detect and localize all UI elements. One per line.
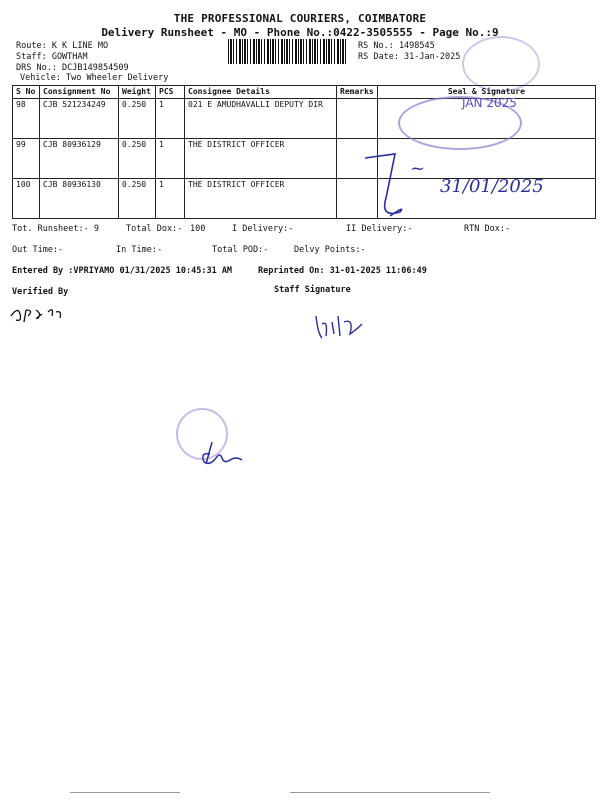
drs-number: DRS No.: DCJB149854509 [16,63,129,73]
cell-pcs: 1 [156,99,185,139]
cell-pcs: 1 [156,179,185,219]
footer-line [70,792,180,793]
cell-consignment: CJB 521234249 [40,99,119,139]
col-weight: Weight [119,86,156,99]
tot-runsheet: Tot. Runsheet:- 9 [12,224,99,234]
col-seal: Seal & Signature [377,86,595,99]
total-dox-label: Total Dox:- [126,224,183,234]
footer-line [290,792,490,793]
col-consignee: Consignee Details [185,86,337,99]
ii-delivery: II Delivery:- [346,224,413,234]
stamp-date: JAN 2025 [462,96,517,110]
total-dox-value: 100 [190,224,206,234]
staff: Staff: GOWTHAM [16,52,88,62]
handwritten-signature: ~ [410,158,426,179]
staff-signature-icon [312,310,372,344]
route: Route: K K LINE MO [16,41,109,51]
barcode [228,39,348,64]
cell-weight: 0.250 [119,139,156,179]
col-pcs: PCS [156,86,185,99]
cell-sno: 98 [13,99,40,139]
cell-consignee: 021 E AMUDHAVALLI DEPUTY DIR [185,99,337,139]
cell-weight: 0.250 [119,99,156,139]
verified-by-label: Verified By [12,287,69,297]
col-consignment: Consignment No [40,86,119,99]
col-sno: S No [13,86,40,99]
cell-consignment: CJB 80936129 [40,139,119,179]
cell-consignee: THE DISTRICT OFFICER [185,139,337,179]
cell-remarks [337,99,378,139]
initials-signature-icon [196,438,248,468]
seal-stamp-top [462,36,540,92]
rtn-dox: RTN Dox:- [464,224,511,234]
delvy-points: Delvy Points:- [294,245,366,255]
pen-stroke-icon [360,150,420,225]
i-delivery: I Delivery:- [232,224,294,234]
cell-consignment: CJB 80936130 [40,179,119,219]
runsheet-title: Delivery Runsheet - MO - Phone No.:0422-3505555 - Page No.:9 [101,26,499,39]
verifier-signature-icon [8,302,68,324]
table-row [13,139,596,179]
out-time: Out Time:- [12,245,64,255]
cell-sno: 99 [13,139,40,179]
col-remarks: Remarks [337,86,378,99]
in-time: In Time:- [116,245,163,255]
cell-consignee: THE DISTRICT OFFICER [185,179,337,219]
staff-signature-label: Staff Signature [274,285,351,295]
vehicle: Vehicle: Two Wheeler Delivery [20,73,169,83]
entered-by: Entered By :VPRIYAMO 01/31/2025 10:45:31 AM [12,266,233,276]
handwritten-date: 31/01/2025 [440,176,544,197]
cell-weight: 0.250 [119,179,156,219]
rs-number: RS No.: 1498545 [358,41,435,51]
cell-pcs: 1 [156,139,185,179]
reprinted-on: Reprinted On: 31-01-2025 11:06:49 [258,266,427,276]
cell-sno: 100 [13,179,40,219]
company-name: THE PROFESSIONAL COURIERS, COIMBATORE [173,12,427,25]
rs-date: RS Date: 31-Jan-2025 [358,52,461,62]
total-pod: Total POD:- [212,245,269,255]
